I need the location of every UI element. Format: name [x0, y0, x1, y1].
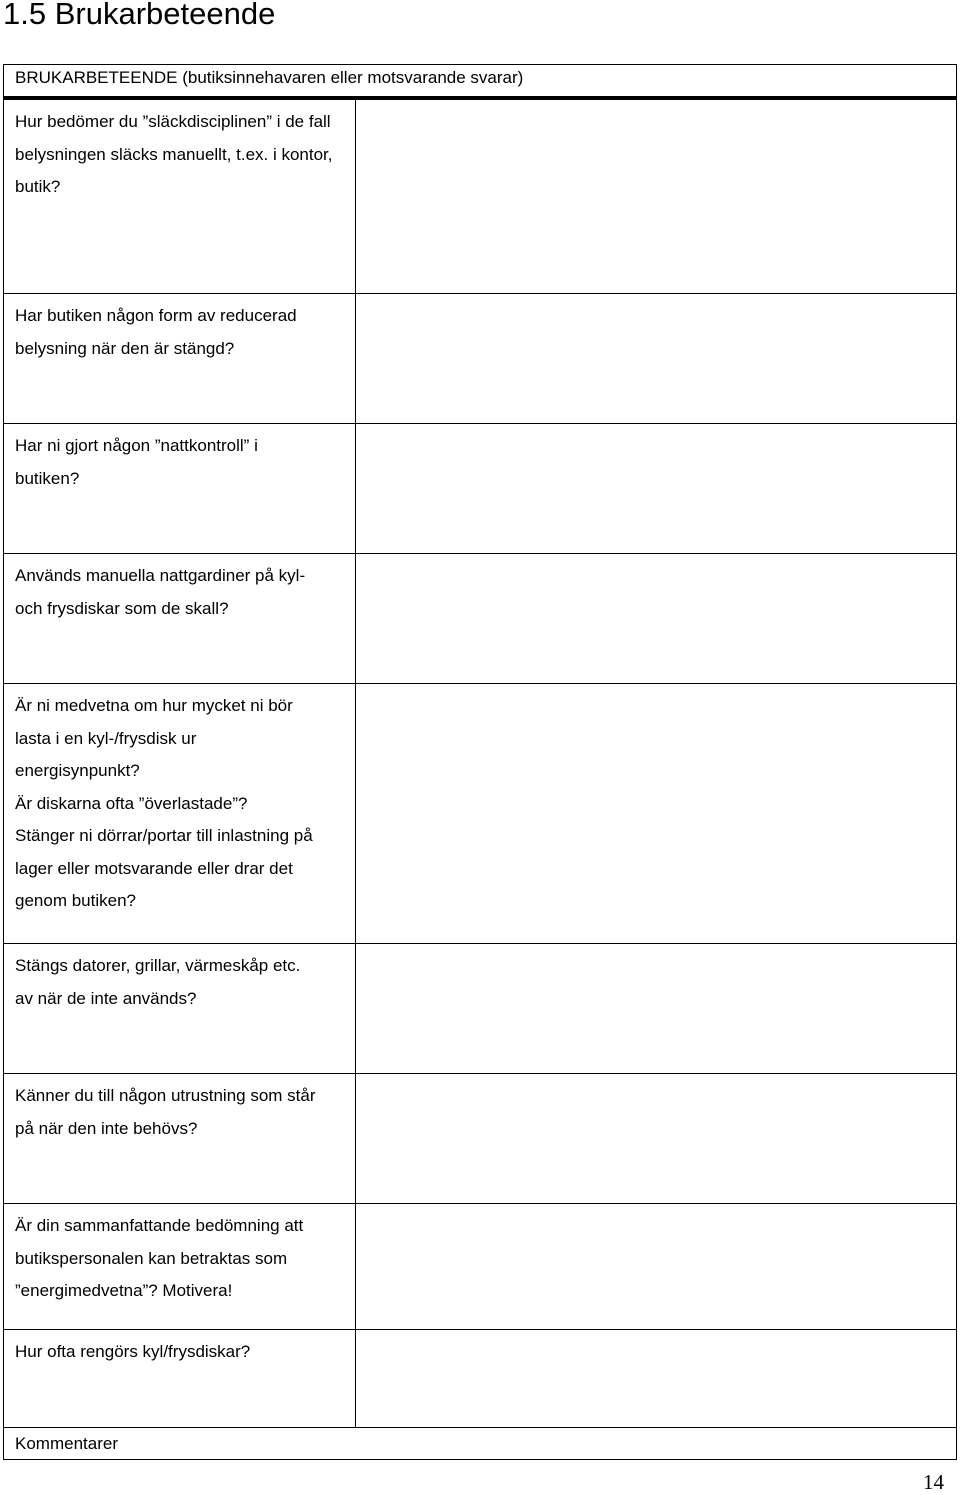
- question-text: Är din sammanfattande bedömning att butikspersonalen kan betraktas som ”energimedvetna”? Motivera!: [15, 1216, 304, 1300]
- answer-field-cleaning-frequency[interactable]: [356, 1330, 956, 1427]
- question-night-check: [4, 424, 356, 553]
- answer-field-loading-doors[interactable]: [356, 684, 956, 943]
- answer-field-night-check[interactable]: [356, 424, 956, 553]
- question-night-curtains: [4, 554, 356, 683]
- question-row: [4, 554, 956, 684]
- form-title: BRUKARBETEENDE (butiksinnehavaren eller motsvarande svarar): [4, 65, 956, 100]
- question-row: [4, 294, 956, 424]
- question-text: Hur bedömer du ”släckdisciplinen” i de fall belysningen släcks manuellt, t.ex. i kontor, butik?: [15, 112, 333, 196]
- question-cleaning-frequency: [4, 1330, 356, 1427]
- answer-field-night-curtains[interactable]: [356, 554, 956, 683]
- question-text: Har ni gjort någon ”nattkontroll” i butiken?: [15, 436, 258, 488]
- question-text: Hur ofta rengörs kyl/frysdiskar?: [15, 1342, 251, 1361]
- question-row: [4, 944, 956, 1074]
- question-row: [4, 100, 956, 294]
- question-row: [4, 424, 956, 554]
- section-heading: 1.5 Brukarbeteende: [3, 0, 276, 31]
- answer-field-equipment-off[interactable]: [356, 944, 956, 1073]
- question-reduced-lighting: [4, 294, 356, 423]
- question-text: Stängs datorer, grillar, värmeskåp etc. av när de inte används?: [15, 956, 301, 1008]
- question-unneeded-equipment: [4, 1074, 356, 1203]
- usage-behavior-form: [3, 64, 957, 1460]
- question-text: Känner du till någon utrustning som står på när den inte behövs?: [15, 1086, 316, 1138]
- answer-field-reduced-lighting[interactable]: [356, 294, 956, 423]
- question-equipment-off: [4, 944, 356, 1073]
- question-loading-doors: [4, 684, 356, 943]
- answer-field-lighting-discipline[interactable]: [356, 100, 956, 293]
- question-text: Har butiken någon form av reducerad belysning när den är stängd?: [15, 306, 297, 358]
- answer-field-unneeded-equipment[interactable]: [356, 1074, 956, 1203]
- comments-field[interactable]: [4, 1428, 956, 1459]
- question-lighting-discipline: [4, 100, 356, 293]
- answer-field-energy-awareness[interactable]: [356, 1204, 956, 1329]
- question-row: [4, 1074, 956, 1204]
- question-energy-awareness: [4, 1204, 356, 1329]
- comments-row[interactable]: [4, 1428, 956, 1459]
- comments-label: Kommentarer: [15, 1434, 118, 1453]
- question-row: [4, 1204, 956, 1330]
- page-number: 14: [923, 1470, 944, 1494]
- question-text: Används manuella nattgardiner på kyl- och frysdiskar som de skall?: [15, 566, 306, 618]
- question-row: [4, 684, 956, 944]
- question-text: Är ni medvetna om hur mycket ni bör lasta i en kyl-/frysdisk ur energisynpunkt? Är diskarna ofta ”överlastade”? Stänger ni dörrar/portar till inlastning på lager eller motsvarande eller drar det genom butiken?: [15, 696, 313, 910]
- question-row: [4, 1330, 956, 1428]
